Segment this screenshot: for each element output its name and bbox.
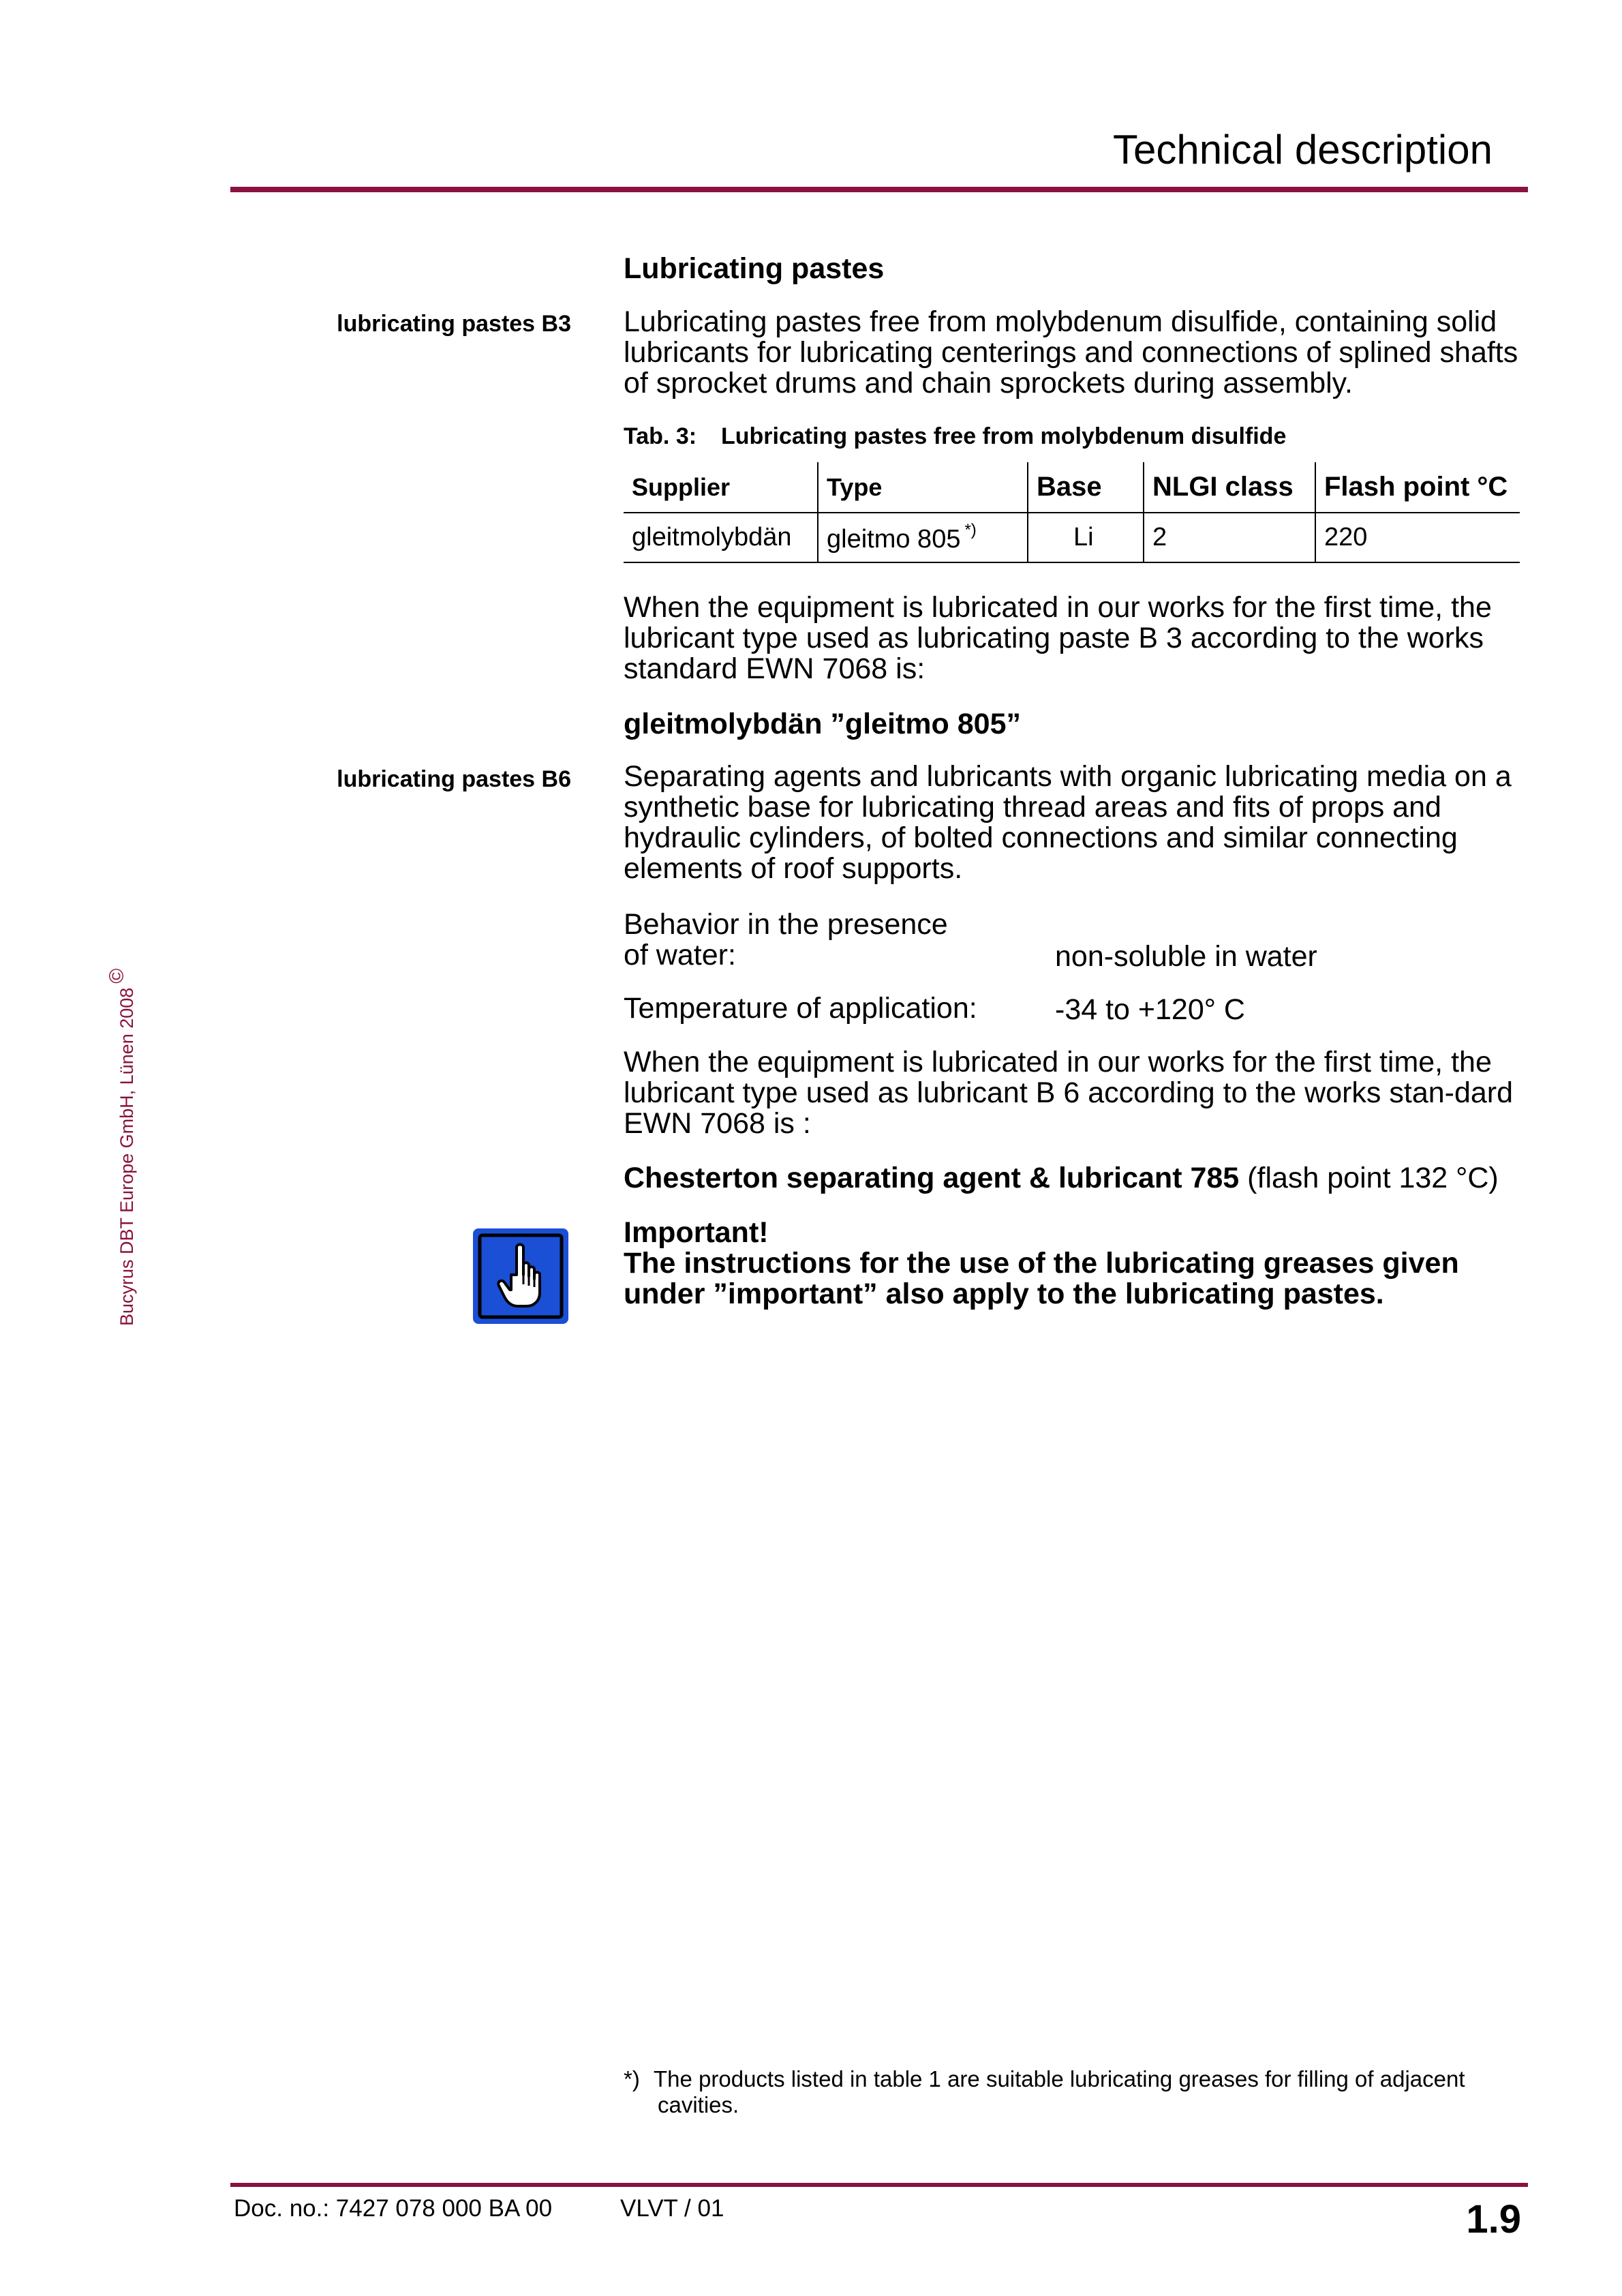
col-header-flash-point: Flash point °C <box>1315 462 1520 513</box>
col-header-supplier: Supplier <box>624 462 818 513</box>
water-behavior-value: non-soluble in water <box>1055 940 1317 973</box>
copyright-symbol: © <box>106 968 128 984</box>
b6-product-note: (flash point 132 °C) <box>1247 1162 1499 1194</box>
table-caption <box>624 423 1286 450</box>
side-label-b3: lubricating pastes B3 <box>337 311 571 337</box>
b6-intro-paragraph: Separating agents and lubricants with organic lubricating media on a synthetic base for lubricating thread areas and fits of props and hydraulic cylinders, of bolted connections and similar connecting elements of roof supports. <box>624 760 1512 885</box>
lubricating-pastes-table <box>624 462 1520 563</box>
water-behavior-label <box>624 909 948 971</box>
table-row <box>624 513 1520 562</box>
cell-type-text: gleitmo 805 <box>827 525 961 554</box>
b3-intro-paragraph: Lubricating pastes free from molybdenum disulfide, containing solid lubricants for lubricating centerings and connections of splined shafts of sprocket drums and chain sprockets during assembly. <box>624 305 1518 399</box>
pointing-hand-icon <box>472 1227 570 1325</box>
footnote-line2: cavities. <box>658 2092 739 2117</box>
footer-rule <box>230 2183 1528 2187</box>
footnote-mark: *) <box>964 521 977 539</box>
copyright-owner: Bucyrus DBT Europe GmbH, Lünen 2008 <box>117 987 137 1326</box>
table-header-row <box>624 462 1520 513</box>
temperature-label: Temperature of application: <box>624 992 977 1025</box>
cell-supplier: gleitmolybdän <box>624 513 818 562</box>
b6-product-name: Chesterton separating agent & lubricant 785 <box>624 1162 1240 1194</box>
table-caption-title: Lubricating pastes free from molybdenum disulfide <box>721 423 1287 449</box>
table-caption-number: Tab. 3: <box>624 423 697 449</box>
cell-nlgi: 2 <box>1144 513 1315 562</box>
col-header-base: Base <box>1028 462 1144 513</box>
temperature-value: -34 to +120° C <box>1055 993 1245 1026</box>
b3-product: gleitmolybdän ”gleitmo 805” <box>624 708 1021 740</box>
side-label-b6: lubricating pastes B6 <box>337 766 571 792</box>
copyright-text <box>106 969 138 1326</box>
water-label-line1: Behavior in the presence <box>624 908 948 941</box>
footnote <box>624 2066 1530 2118</box>
cell-base: Li <box>1028 513 1144 562</box>
page-header-title: Technical description <box>1113 127 1493 172</box>
cell-type <box>818 513 1028 562</box>
document-number: Doc. no.: 7427 078 000 BA 00 <box>234 2195 553 2222</box>
footnote-marker: *) <box>624 2066 640 2091</box>
copyright-container <box>106 968 147 1367</box>
important-notice <box>624 1218 1530 1310</box>
col-header-type: Type <box>818 462 1028 513</box>
cell-flash-point: 220 <box>1315 513 1520 562</box>
water-label-line2: of water: <box>624 939 736 971</box>
section-heading: Lubricating pastes <box>624 252 885 285</box>
document-revision: VLVT / 01 <box>620 2195 724 2222</box>
page-number: 1.9 <box>1466 2197 1521 2241</box>
b6-works-note: When the equipment is lubricated in our works for the first time, the lubricant type used as lubricant B 6 according to the works stan-dard EWN 7068 is : <box>624 1046 1514 1140</box>
footnote-line1: The products listed in table 1 are suitable lubricating greases for filling of adjacent <box>654 2066 1465 2091</box>
header-rule <box>230 187 1528 192</box>
important-title: Important! <box>624 1216 769 1249</box>
b6-product <box>624 1162 1499 1195</box>
b3-works-note: When the equipment is lubricated in our works for the first time, the lubricant type used as lubricating paste B 3 according to the works standard EWN 7068 is: <box>624 591 1492 685</box>
important-text: The instructions for the use of the lubricating greases given under ”important” also apply to the lubricating pastes. <box>624 1247 1459 1310</box>
col-header-nlgi: NLGI class <box>1144 462 1315 513</box>
